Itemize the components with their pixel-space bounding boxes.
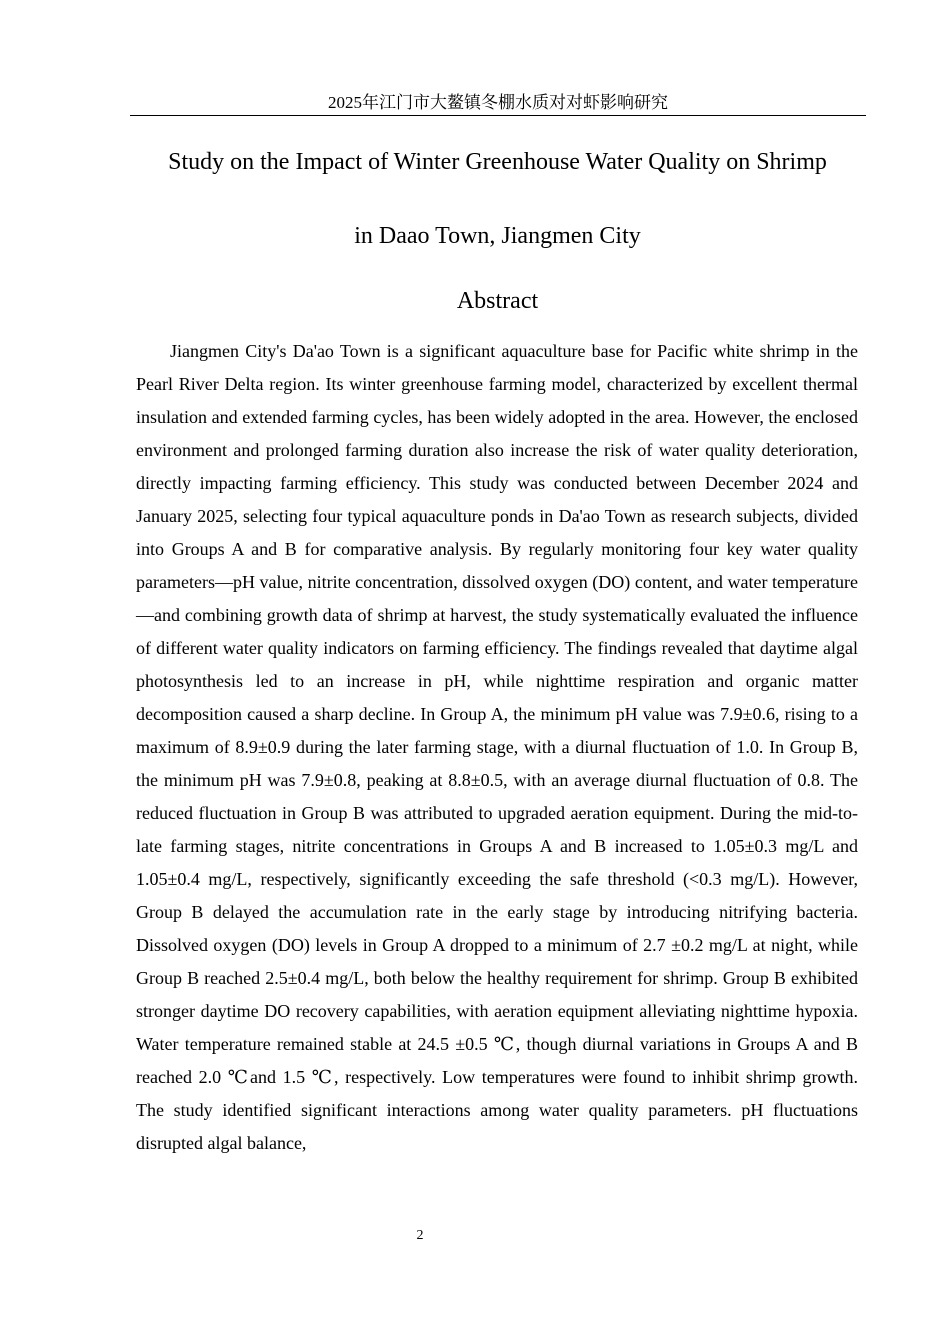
paper-title-line-1: Study on the Impact of Winter Greenhouse Water Quality on Shrimp (168, 149, 827, 175)
abstract-body: Jiangmen City's Da'ao Town is a significant aquaculture base for Pacific white shrimp in the Pearl River Delta region. Its winter greenhouse farming model, characterized by excellent thermal insulation and extended farming cycles, has been widely adopted in the area. However, the enclosed environment and prolonged farming duration also increase the risk of water quality deterioration, directly impacting farming efficiency. This study was conducted between December 2024 and January 2025, selecting four typical aquaculture ponds in Da'ao Town as research subjects, divided into Groups A and B for comparative analysis. By regularly monitoring four key water quality parameters—pH value, nitrite concentration, dissolved oxygen (DO) content, and water temperature—and combining growth data of shrimp at harvest, the study systematically evaluated the influence of different water quality indicators on farming efficiency. The findings revealed that daytime algal photosynthesis led to an increase in pH, while nighttime respiration and organic matter decomposition caused a sharp decline. In Group A, the minimum pH value was 7.9±0.6, rising to a maximum of 8.9±0.9 during the later farming stage, with a diurnal fluctuation of 1.0. In Group B, the minimum pH was 7.9±0.8, peaking at 8.8±0.5, with an average diurnal fluctuation of 0.8. The reduced fluctuation in Group B was attributed to upgraded aeration equipment. During the mid-to-late farming stages, nitrite concentrations in Groups A and B increased to 1.05±0.3 mg/L and 1.05±0.4 mg/L, respectively, significantly exceeding the safe threshold (<0.3 mg/L). However, Group B delayed the accumulation rate in the early stage by introducing nitrifying bacteria. Dissolved oxygen (DO) levels in Group A dropped to a minimum of 2.7 ±0.2 mg/L at night, while Group B reached 2.5±0.4 mg/L, both below the healthy requirement for shrimp. Group B exhibited stronger daytime DO recovery capabilities, with aeration equipment alleviating nighttime hypoxia. Water temperature remained stable at 24.5 ±0.5 ℃, though diurnal variations in Groups A and B reached 2.0 ℃and 1.5 ℃, respectively. Low temperatures were found to inhibit shrimp growth. The study identified significant interactions among water quality parameters. pH fluctuations disrupted algal balance, (136, 341, 858, 1153)
abstract-heading: Abstract (456, 288, 539, 314)
page-number: 2 (416, 1228, 424, 1243)
running-header: 2025年江门市大鳌镇冬棚水质对对虾影响研究 (328, 93, 668, 112)
header-rule (130, 115, 866, 116)
paper-title-line-2: in Daao Town, Jiangmen City (354, 223, 641, 249)
